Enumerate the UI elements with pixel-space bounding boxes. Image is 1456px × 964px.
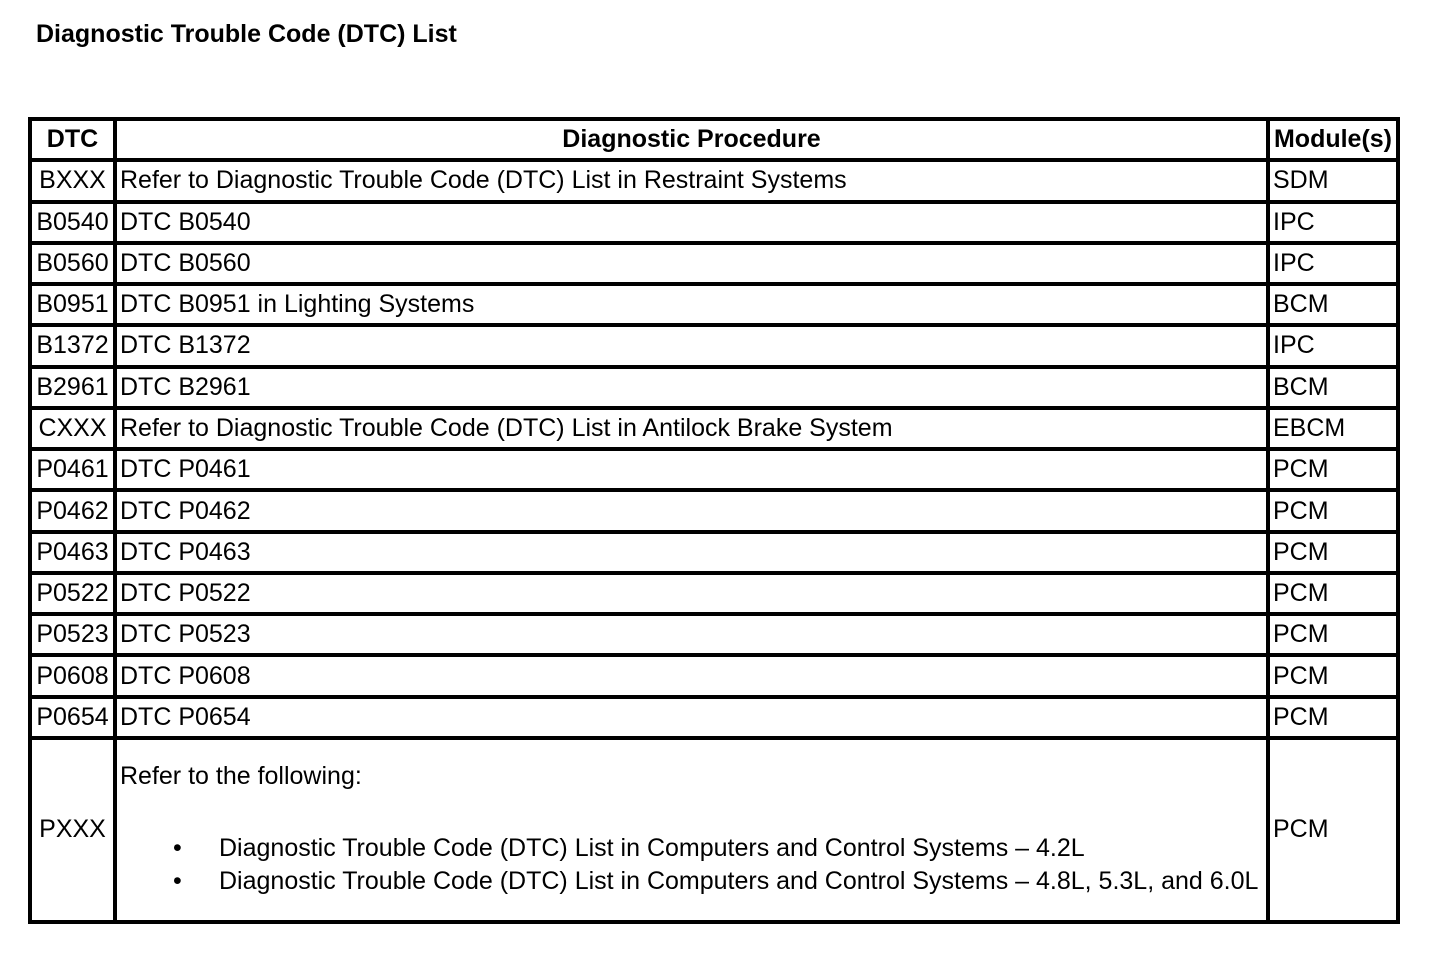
procedure-text: DTC P0522 xyxy=(117,575,1270,616)
module-text: PCM xyxy=(1270,492,1400,533)
module-text: PCM xyxy=(1270,740,1400,924)
module-text: IPC xyxy=(1270,327,1400,368)
table-row xyxy=(32,451,1400,492)
table-row xyxy=(32,534,1400,575)
procedure-text: DTC B0540 xyxy=(117,204,1270,245)
procedure-text: DTC P0608 xyxy=(117,657,1270,698)
module-text: IPC xyxy=(1270,204,1400,245)
procedure-text: Refer to Diagnostic Trouble Code (DTC) List in Antilock Brake System xyxy=(117,410,1270,451)
procedure-text: DTC P0461 xyxy=(117,451,1270,492)
bullet-icon xyxy=(173,865,182,898)
procedure-reference: Diagnostic Trouble Code (DTC) List in Computers and Control Systems – 4.2L xyxy=(219,833,1085,862)
table-row xyxy=(32,657,1400,698)
module-text: IPC xyxy=(1270,245,1400,286)
procedure-text: DTC P0523 xyxy=(117,616,1270,657)
table-row xyxy=(32,740,1400,924)
module-text: PCM xyxy=(1270,451,1400,492)
procedure-text: DTC P0463 xyxy=(117,534,1270,575)
dtc-code: B1372 xyxy=(32,327,117,368)
dtc-code: B0540 xyxy=(32,204,117,245)
dtc-code: B0951 xyxy=(32,286,117,327)
procedure-text: DTC B1372 xyxy=(117,327,1270,368)
dtc-code: B0560 xyxy=(32,245,117,286)
dtc-code: B2961 xyxy=(32,369,117,410)
table-row xyxy=(32,699,1400,740)
procedure-reference: Diagnostic Trouble Code (DTC) List in Computers and Control Systems – 4.8L, 5.3L, and 6.0L xyxy=(219,866,1259,895)
dtc-code: P0462 xyxy=(32,492,117,533)
page-title: Diagnostic Trouble Code (DTC) List xyxy=(36,20,457,48)
dtc-code: P0461 xyxy=(32,451,117,492)
dtc-code: CXXX xyxy=(32,410,117,451)
table-row xyxy=(32,575,1400,616)
module-text: EBCM xyxy=(1270,410,1400,451)
procedure-text: DTC P0462 xyxy=(117,492,1270,533)
module-text: BCM xyxy=(1270,369,1400,410)
dtc-code: P0463 xyxy=(32,534,117,575)
procedure-text: DTC B0951 in Lighting Systems xyxy=(117,286,1270,327)
procedure-text: DTC B0560 xyxy=(117,245,1270,286)
dtc-code: BXXX xyxy=(32,162,117,203)
procedure-text: Refer to Diagnostic Trouble Code (DTC) List in Restraint Systems xyxy=(117,162,1270,203)
table-row xyxy=(32,286,1400,327)
module-text: PCM xyxy=(1270,575,1400,616)
table-row xyxy=(32,616,1400,657)
module-text: BCM xyxy=(1270,286,1400,327)
procedure-list-item xyxy=(120,832,1263,865)
header-dtc: DTC xyxy=(32,121,117,162)
table-row xyxy=(32,410,1400,451)
procedure-text: Refer to the following: xyxy=(120,761,362,790)
procedure-list-item xyxy=(120,865,1263,898)
procedure-list xyxy=(120,832,1263,898)
header-procedure: Diagnostic Procedure xyxy=(117,121,1270,162)
bullet-icon xyxy=(173,832,182,865)
procedure-text: DTC P0654 xyxy=(117,699,1270,740)
module-text: PCM xyxy=(1270,699,1400,740)
dtc-code: P0523 xyxy=(32,616,117,657)
module-text: SDM xyxy=(1270,162,1400,203)
dtc-code: P0608 xyxy=(32,657,117,698)
dtc-code: P0654 xyxy=(32,699,117,740)
table-row xyxy=(32,245,1400,286)
header-modules: Module(s) xyxy=(1270,121,1400,162)
table-row xyxy=(32,204,1400,245)
table-row xyxy=(32,327,1400,368)
module-text: PCM xyxy=(1270,616,1400,657)
procedure-cell xyxy=(117,740,1270,924)
dtc-code: P0522 xyxy=(32,575,117,616)
dtc-code: PXXX xyxy=(32,740,117,924)
procedure-text: DTC B2961 xyxy=(117,369,1270,410)
table-header-row xyxy=(32,121,1400,162)
table-row xyxy=(32,369,1400,410)
dtc-table xyxy=(28,117,1400,924)
module-text: PCM xyxy=(1270,657,1400,698)
module-text: PCM xyxy=(1270,534,1400,575)
table-row xyxy=(32,162,1400,203)
table-row xyxy=(32,492,1400,533)
